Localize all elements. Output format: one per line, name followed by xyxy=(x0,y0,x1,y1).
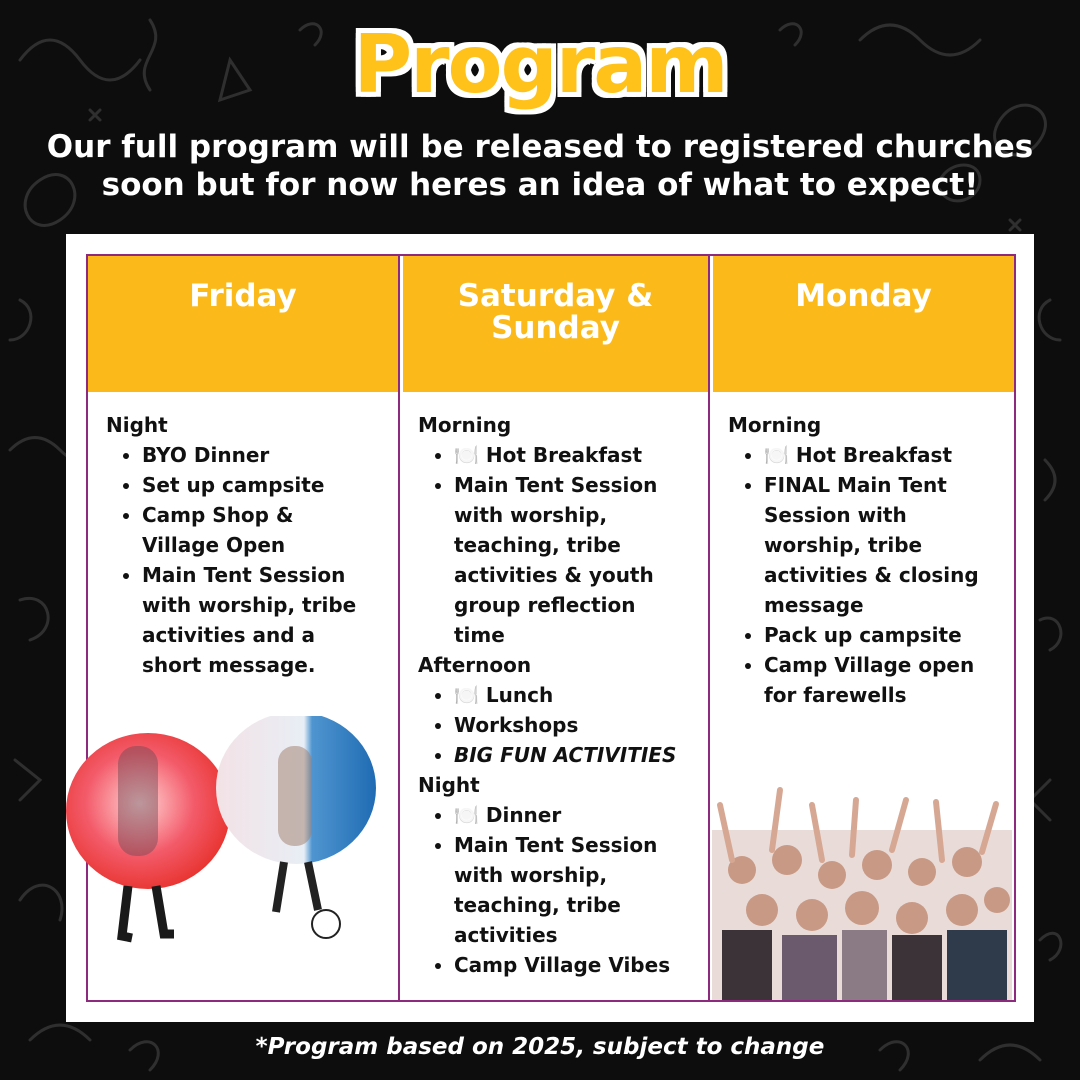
activity-list xyxy=(418,440,708,650)
list-item: • 🍽️ Hot Breakfast xyxy=(764,440,1014,470)
column-header-saturday-sunday: Saturday & Sunday xyxy=(400,256,708,392)
period-label: Morning xyxy=(418,413,512,437)
list-item: • Main Tent Session with worship, tribe activities and a short message. xyxy=(142,560,372,680)
footer-note: *Program based on 2025, subject to change xyxy=(255,1034,825,1060)
list-item: • 🍽️ Lunch xyxy=(454,680,708,710)
column-body-friday xyxy=(88,392,398,680)
list-item: • 🍽️ Dinner xyxy=(454,800,708,830)
list-item: • BYO Dinner xyxy=(142,440,398,470)
column-body-saturday-sunday xyxy=(400,392,708,980)
subtitle-line-1: Our full program will be released to registered churches xyxy=(46,129,1034,165)
period-label: Morning xyxy=(728,413,822,437)
program-card xyxy=(66,234,1034,1022)
list-item: • Main Tent Session with worship, teaching, tribe activities xyxy=(454,830,669,950)
period-label: Night xyxy=(106,413,168,437)
program-table xyxy=(86,254,1016,1002)
column-saturday-sunday xyxy=(398,256,708,1000)
list-item: • FINAL Main Tent Session with worship, tribe activities & closing message xyxy=(764,470,984,620)
period-label: Night xyxy=(418,773,480,797)
column-header-friday: Friday xyxy=(88,256,398,392)
list-item: • Pack up campsite xyxy=(764,620,1014,650)
subtitle-line-2: soon but for now heres an idea of what to expect! xyxy=(101,167,979,203)
crowd-worship-photo xyxy=(712,780,1012,1000)
list-item: • BIG FUN ACTIVITIES xyxy=(454,740,708,770)
list-item: • Camp Shop & Village Open xyxy=(142,500,312,560)
list-item: • Camp Village Vibes xyxy=(454,950,708,980)
activity-list xyxy=(728,440,1014,710)
list-item: • Workshops xyxy=(454,710,708,740)
activity-list xyxy=(418,680,708,770)
column-header-monday: Monday xyxy=(710,256,1014,392)
list-item: • Camp Village open for farewells xyxy=(764,650,989,710)
activity-list xyxy=(106,440,398,680)
bubble-soccer-photo xyxy=(58,716,388,966)
list-item: • Set up campsite xyxy=(142,470,398,500)
page-subtitle xyxy=(40,128,1040,204)
list-item: • Main Tent Session with worship, teaching, tribe activities & youth group reflection time xyxy=(454,470,669,650)
period-label: Afternoon xyxy=(418,653,532,677)
column-monday xyxy=(708,256,1014,1000)
page-title: Program xyxy=(353,18,727,111)
column-friday xyxy=(88,256,398,1000)
list-item: • 🍽️ Hot Breakfast xyxy=(454,440,708,470)
column-body-monday xyxy=(710,392,1014,710)
activity-list xyxy=(418,800,708,980)
